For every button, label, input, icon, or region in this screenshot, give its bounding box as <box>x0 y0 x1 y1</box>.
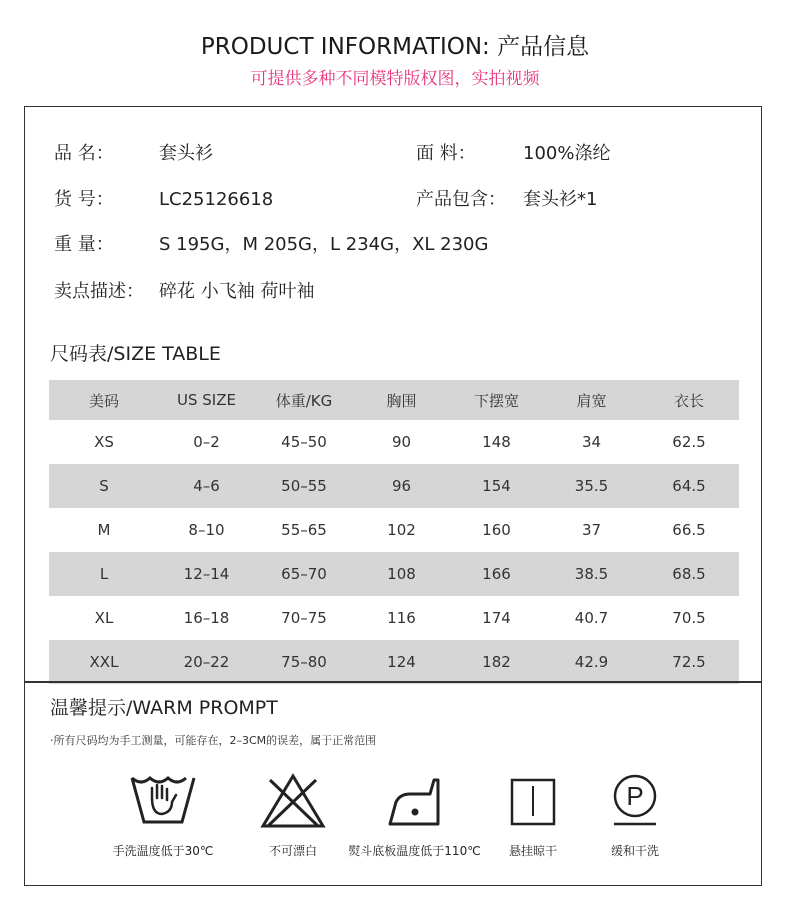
info-sku-label: 货 号： <box>54 189 114 210</box>
table-cell: 55–65 <box>281 521 327 539</box>
table-cell: XXL <box>89 653 119 671</box>
table-cell: 166 <box>482 565 511 583</box>
info-selling <box>54 277 314 303</box>
header-hem: 下摆宽 <box>473 391 519 410</box>
page-subtitle: 可提供多种不同模特版权图，实拍视频 <box>250 69 540 89</box>
table-cell: 65–70 <box>281 565 327 583</box>
table-cell: 75–80 <box>281 653 327 671</box>
iron-low-icon <box>370 770 460 835</box>
table-cell: 72.5 <box>672 653 706 671</box>
header-us-code: 美码 <box>88 391 119 410</box>
header-us-size: US SIZE <box>177 391 236 409</box>
table-cell: 182 <box>482 653 511 671</box>
info-sku <box>54 185 273 211</box>
hang-dry-icon <box>488 770 578 835</box>
table-cell: 96 <box>391 477 412 495</box>
table-row <box>49 552 739 596</box>
info-includes-label: 产品包含： <box>416 189 506 210</box>
info-weight-value: S 195G，M 205G，L 234G，XL 230G <box>159 234 489 255</box>
dry-clean-symbol: P <box>626 781 644 811</box>
table-cell: 0–2 <box>193 433 220 451</box>
header-shoulder: 肩宽 <box>576 391 607 410</box>
table-cell: 70–75 <box>281 609 327 627</box>
info-fabric-label: 面 料： <box>416 143 476 164</box>
info-weight <box>54 230 488 256</box>
header-length: 衣长 <box>673 391 704 410</box>
care-label-dry-clean: 缓和干洗 <box>610 844 659 858</box>
table-cell: 124 <box>387 653 416 671</box>
prompt-title: 温馨提示/WARM PROMPT <box>50 697 278 719</box>
table-cell: 42.9 <box>574 653 609 671</box>
care-label-hand-wash: 手洗温度低于30℃ <box>112 844 214 858</box>
size-table <box>49 380 739 684</box>
table-cell: 90 <box>391 433 412 451</box>
table-cell: 66.5 <box>672 521 706 539</box>
table-cell: 35.5 <box>574 477 609 495</box>
table-cell: 108 <box>387 565 416 583</box>
table-cell: 62.5 <box>672 433 706 451</box>
info-weight-label: 重 量： <box>54 234 114 255</box>
table-cell: L <box>99 565 109 583</box>
table-cell: 68.5 <box>672 565 706 583</box>
info-name-label: 品 名： <box>54 143 114 164</box>
info-includes-value: 套头衫*1 <box>523 189 598 210</box>
size-table-title: 尺码表/SIZE TABLE <box>50 343 221 365</box>
info-selling-label: 卖点描述： <box>54 281 144 302</box>
table-row <box>49 464 739 508</box>
table-cell: 148 <box>482 433 511 451</box>
table-cell: XS <box>94 433 114 451</box>
table-cell: 70.5 <box>672 609 706 627</box>
info-name <box>54 139 213 165</box>
prompt-note: ·所有尺码均为手工测量，可能存在，2–3CM的误差，属于正常范围 <box>50 734 377 747</box>
table-cell: 38.5 <box>574 565 609 583</box>
hand-wash-icon <box>118 770 208 835</box>
gentle-dry-clean-icon <box>590 770 680 835</box>
table-row <box>49 420 739 464</box>
table-cell: 12–14 <box>183 565 230 583</box>
table-cell: 34 <box>581 433 602 451</box>
table-cell: 20–22 <box>183 653 230 671</box>
table-cell: 8–10 <box>188 521 225 539</box>
table-cell: 40.7 <box>574 609 609 627</box>
table-cell: S <box>99 477 109 495</box>
table-cell: 102 <box>387 521 416 539</box>
table-cell: 116 <box>387 609 416 627</box>
table-cell: 4–6 <box>193 477 220 495</box>
table-cell: 45–50 <box>281 433 327 451</box>
page-title: PRODUCT INFORMATION: 产品信息 <box>200 34 590 60</box>
info-selling-value: 碎花 小飞袖 荷叶袖 <box>159 281 315 302</box>
size-table-header-row <box>49 380 739 420</box>
table-row <box>49 508 739 552</box>
info-includes <box>416 185 597 211</box>
table-cell: 154 <box>482 477 511 495</box>
section-divider <box>24 681 762 683</box>
info-fabric-value: 100%涤纶 <box>523 143 611 164</box>
table-cell: 64.5 <box>672 477 706 495</box>
table-cell: 16–18 <box>183 609 230 627</box>
header-weight: 体重/KG <box>275 391 333 410</box>
table-cell: 37 <box>581 521 602 539</box>
table-cell: XL <box>94 609 114 627</box>
table-row <box>49 596 739 640</box>
table-row <box>49 640 739 684</box>
care-label-iron: 熨斗底板温度低于110℃ <box>348 844 481 858</box>
table-cell: M <box>97 521 111 539</box>
no-bleach-icon <box>248 770 338 835</box>
header-bust: 胸围 <box>386 391 417 410</box>
care-label-no-bleach: 不可漂白 <box>268 844 317 858</box>
table-cell: 174 <box>482 609 511 627</box>
table-cell: 160 <box>482 521 511 539</box>
info-fabric <box>416 139 610 165</box>
table-cell: 50–55 <box>281 477 327 495</box>
info-name-value: 套头衫 <box>159 143 213 164</box>
care-label-hang-dry: 悬挂晾干 <box>508 844 557 858</box>
info-sku-value: LC25126618 <box>159 189 274 210</box>
